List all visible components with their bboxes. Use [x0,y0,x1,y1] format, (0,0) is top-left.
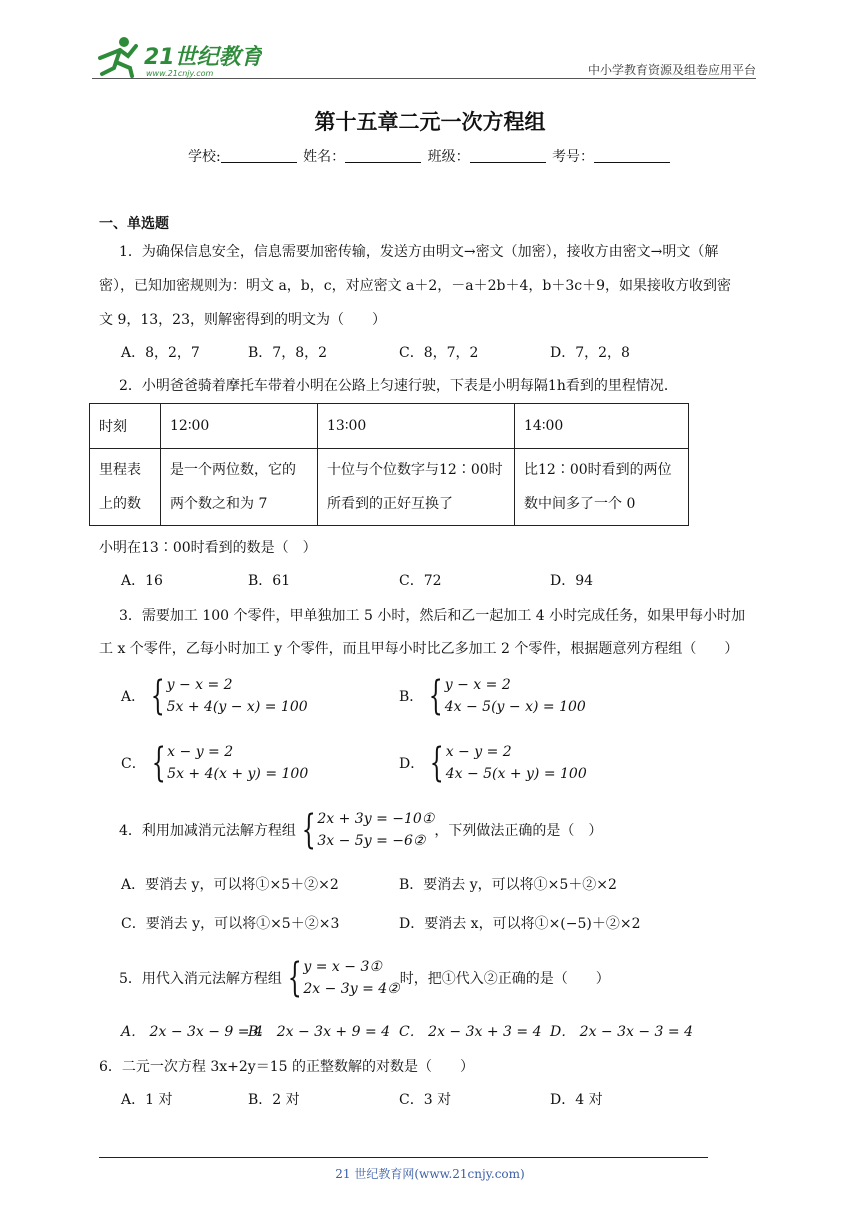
q2-option-b[interactable]: B．61 [248,573,291,589]
header-divider [92,78,756,79]
equation: x − y = 2 [445,744,512,760]
q2-stem: 2．小明爸爸骑着摩托车带着小明在公路上匀速行驶，下表是小明每隔1h看到的里程情况． [119,378,678,394]
school-field[interactable] [221,148,297,163]
table-cell [515,449,689,526]
option-label: D． [399,756,425,772]
option-label: C． [121,756,146,772]
q5-post-text: 时，把①代入②正确的是（ ） [399,971,610,987]
table-cell [161,449,318,526]
q4-pre-text: 4．利用加减消元法解方程组 [119,823,296,839]
equation: 5x + 4(y − x) = 100 [166,699,308,715]
class-field[interactable] [470,148,546,163]
q2-option-c[interactable]: C．72 [399,573,442,589]
q4-option-b[interactable]: B．要消去 y，可以将①×5＋②×2 [399,877,617,893]
q6-stem: 6．二元一次方程 3x+2y＝15 的正整数解的对数是（ ） [99,1059,474,1075]
q5-option-d[interactable]: D． 2x − 3x − 3 = 4 [550,1024,693,1040]
q4-option-c[interactable]: C．要消去 y，可以将①×5＋②×3 [121,916,340,932]
q3-option-c[interactable] [121,741,308,785]
table-cell: 时刻 [90,404,161,449]
brace-icon: { [429,740,444,786]
option-label: A． [121,689,146,705]
q5-option-c[interactable]: C． 2x − 3x + 3 = 4 [399,1024,542,1040]
name-label: 姓名： [303,149,346,165]
header-platform-text: 中小学教育资源及组卷应用平台 [587,63,756,77]
q3-line-2: 工 x 个零件，乙每小时加工 y 个零件，而且甲每小时比乙多加工 2 个零件，根据题意列方程组（ ） [99,641,739,657]
q2-option-a[interactable]: A．16 [121,573,163,589]
table-cell: 14∶00 [515,404,689,449]
q4-post-text: ，下列做法正确的是（ ） [434,823,603,839]
equation: y = x − 3① [303,959,382,975]
table-cell [90,449,161,526]
cell-line: 上的数 [99,496,141,512]
footer-divider [99,1157,708,1158]
table-row [90,449,689,526]
name-field[interactable] [345,148,421,163]
q4-option-a[interactable]: A．要消去 y，可以将①×5＋②×2 [121,877,339,893]
q6-option-c[interactable]: C．3 对 [399,1092,452,1108]
page-title: 第十五章二元一次方程组 [314,110,546,134]
equation: 5x + 4(x + y) = 100 [167,766,309,782]
q2-ask: 小明在13∶00时看到的数是（ ） [99,540,317,556]
equation: y − x = 2 [444,677,511,693]
exam-no-field[interactable] [594,148,670,163]
brace-icon: { [429,673,444,719]
table-cell: 12∶00 [161,404,318,449]
exam-no-label: 考号： [552,149,595,165]
cell-line: 里程表 [99,462,141,478]
q3-option-a[interactable] [121,674,308,718]
table-cell [318,449,515,526]
mileage-table [89,403,689,526]
brace-icon: { [301,807,316,853]
equation: y − x = 2 [166,677,233,693]
q1-option-a[interactable]: A．8，2，7 [121,345,200,361]
cell-line: 数中间多了一个 0 [524,496,636,512]
logo-url: www.21cnjy.com [146,69,214,78]
equation: 4x − 5(y − x) = 100 [444,699,586,715]
equation: 4x − 5(x + y) = 100 [445,766,587,782]
equation: x − y = 2 [167,744,234,760]
equation: 2x + 3y = −10① [317,811,435,827]
brace-icon: { [287,955,302,1001]
q5-option-b[interactable]: B． 2x − 3x + 9 = 4 [248,1024,391,1040]
table-row [90,404,689,449]
cell-line: 比12∶00时看到的两位 [524,462,672,478]
school-label: 学校: [187,149,221,165]
q1-line-2: 密），已知加密规则为：明文 a，b，c，对应密文 a＋2，－a＋2b＋4，b＋3c＋9，如果接收方收到密 [99,278,732,294]
table-cell: 13∶00 [318,404,515,449]
option-label: B． [399,689,424,705]
q3-line-1: 3．需要加工 100 个零件，甲单独加工 5 小时，然后和乙一起加工 4 小时完成任务，如果甲每小时加 [119,608,746,624]
q2-option-d[interactable]: D．94 [550,573,594,589]
section-heading: 一、单选题 [99,216,169,232]
q5-option-a[interactable]: A． 2x − 3x − 9 = 4 [121,1024,263,1040]
q6-option-a[interactable]: A．1 对 [121,1092,173,1108]
class-label: 班级： [427,149,470,165]
q4-option-d[interactable]: D．要消去 x，可以将①×(−5)＋②×2 [399,916,641,932]
q3-option-b[interactable] [399,674,586,718]
equation: 3x − 5y = −6② [317,833,426,849]
q1-option-b[interactable]: B．7，8，2 [248,345,328,361]
cell-line: 所看到的正好互换了 [327,496,453,512]
site-logo [92,34,262,80]
student-info-row [0,146,860,166]
q3-option-d[interactable] [399,741,587,785]
footer-link[interactable]: 21 世纪教育网(www.21cnjy.com) [335,1167,525,1181]
q5-pre-text: 5．用代入消元法解方程组 [119,971,282,987]
q1-option-d[interactable]: D．7，2，8 [550,345,630,361]
equation: 2x − 3y = 4② [303,981,400,997]
q4-stem [119,808,602,852]
brace-icon: { [151,740,166,786]
cell-line: 是一个两位数，它的 [170,462,296,478]
q6-option-b[interactable]: B．2 对 [248,1092,300,1108]
q1-option-c[interactable]: C．8，7，2 [399,345,479,361]
q1-line-1: 1．为确保信息安全，信息需要加密传输，发送方由明文→密文（加密），接收方由密文→明文（解 [119,244,719,260]
logo-text: 21世纪教育 [144,45,262,70]
cell-line: 十位与个位数字与12∶00时 [327,462,503,478]
q1-line-3: 文 9，13，23，则解密得到的明文为（ ） [99,312,386,328]
brace-icon: { [150,673,165,719]
q6-option-d[interactable]: D．4 对 [550,1092,603,1108]
logo-runner-icon [92,34,262,80]
q5-stem [119,956,610,1000]
cell-line: 两个数之和为 7 [170,496,268,512]
